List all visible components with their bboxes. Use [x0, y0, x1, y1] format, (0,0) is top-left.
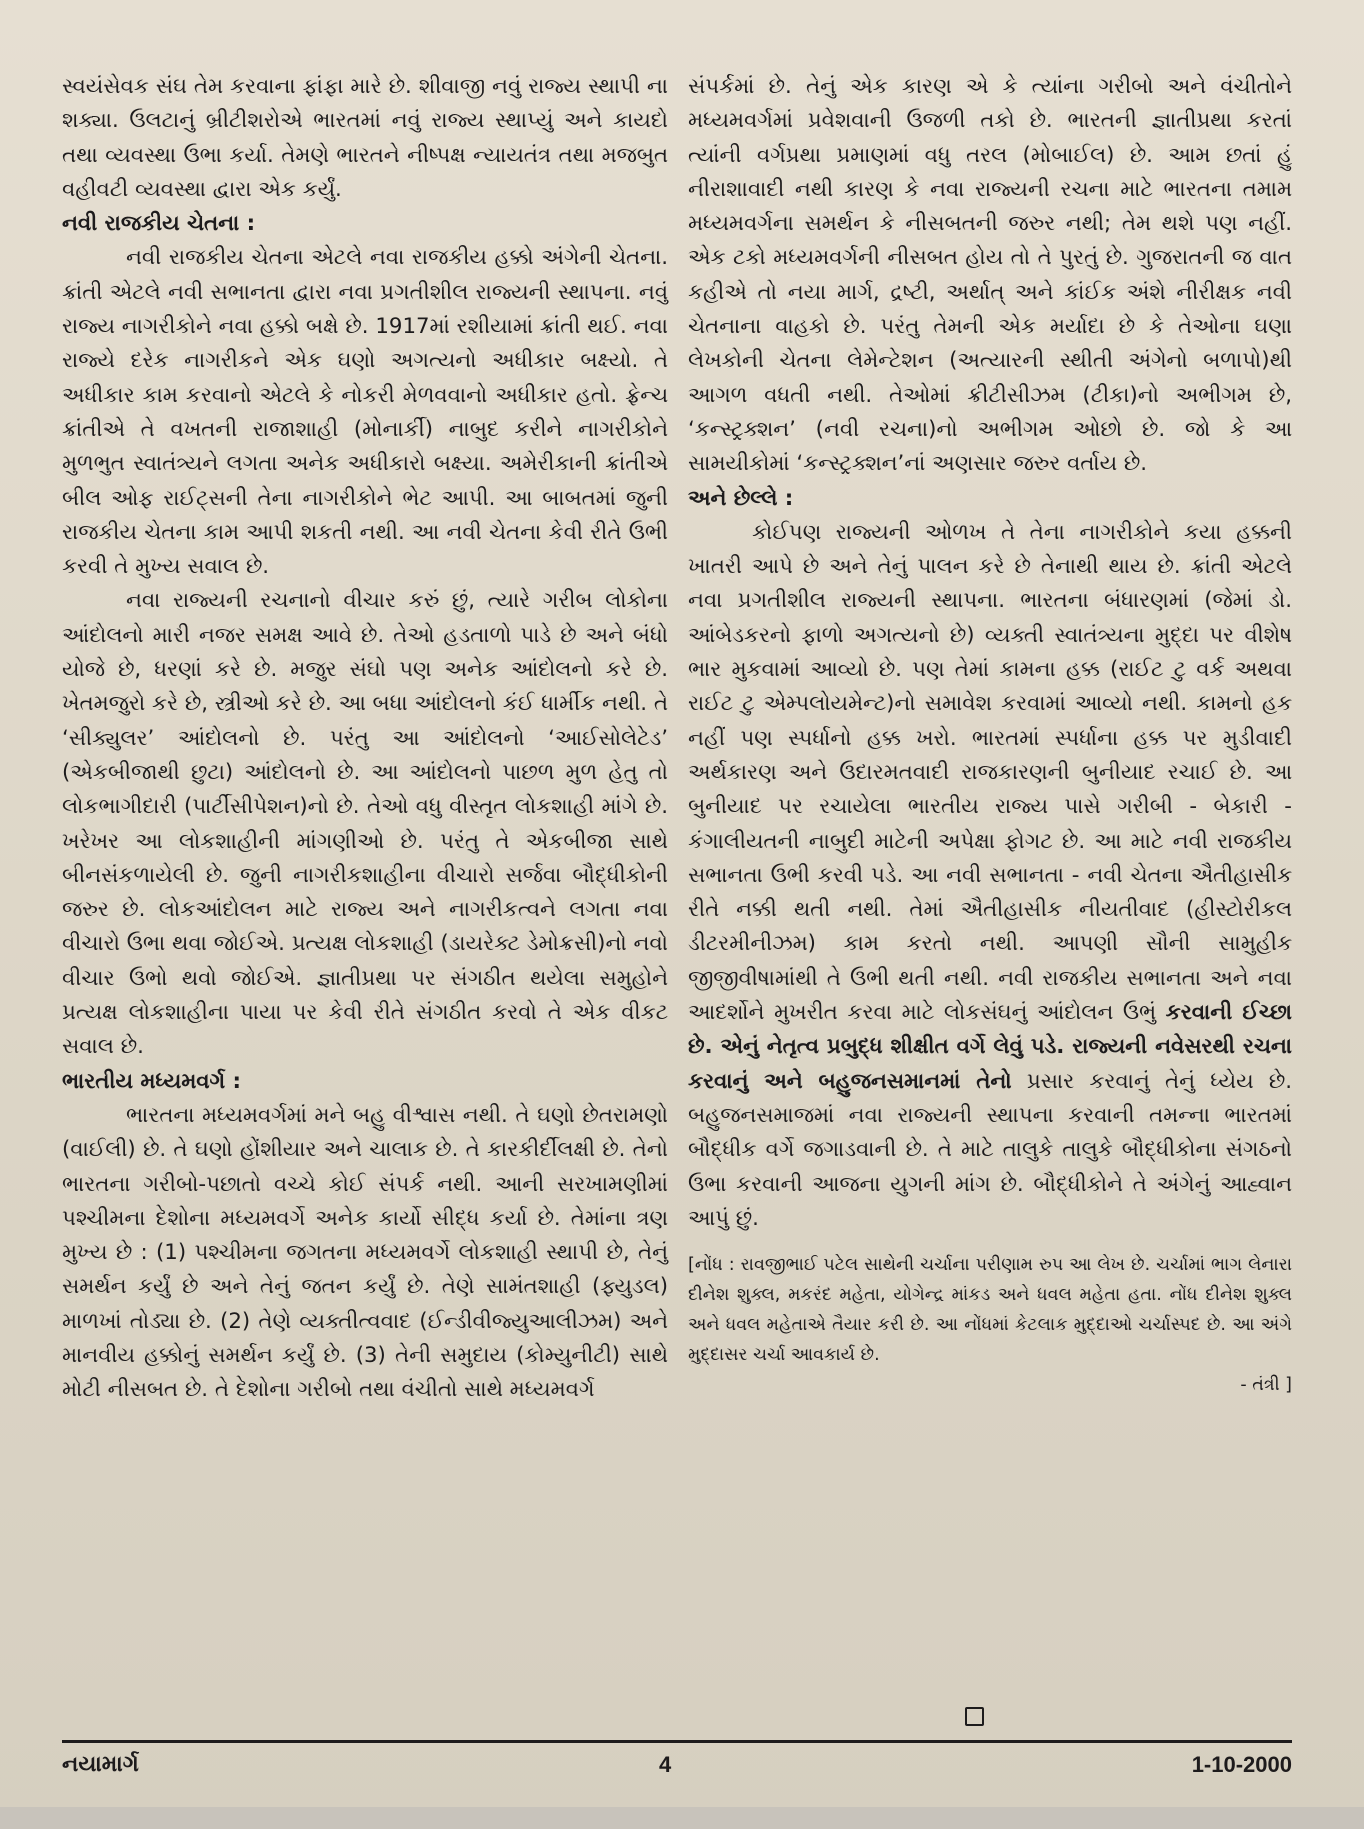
left-paragraph-1: સ્વયંસેવક સંઘ તેમ કરવાના ફાંફા મારે છે. શીવાજી નવું રાજ્ય સ્થાપી ના શક્યા. ઉલટાનું બ્રીટીશરોએ ભારતમાં નવું રાજ્ય સ્થાપ્યું અને કાયદો તથા વ્યવસ્થા ઉભા કર્યા. તેમણે ભારતને નીષ્પક્ષ ન્યાયતંત્ર તથા મજબુત વહીવટી વ્યવસ્થા દ્વારા એક કર્યું. — [62, 74, 668, 202]
right-paragraph-2-bold: કરવાની ઈચ્છા છે. એનું નેતૃત્વ પ્રબુદ્ધ શીક્ષીત વર્ગે લેવું પડે. રાજ્યની નવેસરથી રચના કરવાનું અને બહુજનસમાનમાં તેનો — [688, 1000, 1292, 1094]
heading-indian-middle-class: ભારતીય મધ્યમવર્ગ : — [62, 1068, 242, 1094]
left-paragraph-2: નવી રાજકીય ચેતના એટલે નવા રાજકીય હક્કો અંગેની ચેતના. ક્રાંતી એટલે નવી સભાનતા દ્વારા નવા પ્રગતીશીલ રાજ્યની સ્થાપના. નવું રાજ્ય નાગરીકોને નવા હક્કો બક્ષે છે. 1917માં રશીયામાં ક્રાંતી થઈ. નવા રાજ્યે દરેક નાગરીકને એક ઘણો અગત્યનો અધીકાર બક્ષ્યો. તે અધીકાર કામ કરવાનો એટલે કે નોકરી મેળવવાનો અધીકાર હતો. ફ્રેન્ચ ક્રાંતીએ તે વખતની રાજાશાહી (મોનાર્કી) નાબુદ કરીને નાગરીકોને મુળભુત સ્વાતંત્ર્યને લગતા અનેક અધીકારો બક્ષ્યા. અમેરીકાની ક્રાંતીએ બીલ ઓફ રાઈટ્સની તેના નાગરીકોને ભેટ આપી. આ બાબતમાં જુની રાજકીય ચેતના કામ આપી શકતી નથી. આ નવી ચેતના કેવી રીતે ઉભી કરવી તે મુખ્ય સવાલ છે. — [62, 245, 668, 580]
magazine-name: નયામાર્ગ — [62, 1752, 139, 1777]
footer-rule — [62, 1740, 1292, 1743]
right-paragraph-2-tail: પ્રસાર કરવાનું તેનું ધ્યેય છે. બહુજનસમાજમાં નવા રાજ્યની સ્થાપના કરવાની તમન્ના ભારતમાં બૌદ્ધીક વર્ગે જગાડવાની છે. તે માટે તાલુકે તાલુકે બૌદ્ધીકોના સંગઠનો ઉભા કરવાની આજના યુગની માંગ છે. બૌદ્ધીકોને તે અંગેનું આહ્વાન આપું છું. — [688, 1068, 1292, 1231]
issue-date: 1-10-2000 — [1191, 1752, 1292, 1777]
left-column — [62, 70, 668, 1408]
left-paragraph-3: નવા રાજ્યની રચનાનો વીચાર કરું છું, ત્યારે ગરીબ લોકોના આંદોલનો મારી નજર સમક્ષ આવે છે. તેઓ હડતાળો પાડે છે અને બંધો યોજે છે, ધરણાં કરે છે. મજુર સંઘો પણ અનેક આંદોલનો કરે છે. ખેતમજુરો કરે છે, સ્ત્રીઓ કરે છે. આ બધા આંદોલનો કંઈ ધાર્મીક નથી. તે ‘સીક્યુલર’ આંદોલનો છે. પરંતુ આ આંદોલનો ‘આઈસોલેટેડ’ (એકબીજાથી છુટા) આંદોલનો છે. આ આંદોલનો પાછળ મુળ હેતુ તો લોકભાગીદારી (પાર્ટીસીપેશન)નો છે. તેઓ વધુ વીસ્તૃત લોકશાહી માંગે છે. ખરેખર આ લોકશાહીની માંગણીઓ છે. પરંતુ તે એકબીજા સાથે બીનસંકળાયેલી છે. જુની નાગરીકશાહીના વીચારો સર્જવા બૌદ્ધીકોની જરુર છે. લોકઆંદોલન માટે રાજ્ય અને નાગરીકત્વને લગતા નવા વીચારો ઉભા થવા જોઈએ. પ્રત્યક્ષ લોકશાહી (ડાયરેક્ટ ડેમોક્રસી)નો નવો વીચાર ઉભો થવો જોઈએ. જ્ઞાતીપ્રથા પર સંગઠીત થયેલા સમુહોને પ્રત્યક્ષ લોકશાહીના પાયા પર કેવી રીતે સંગઠીત કરવો તે એક વીકટ સવાલ છે. — [62, 588, 668, 1060]
left-paragraph-4: ભારતના મધ્યમવર્ગમાં મને બહુ વીશ્વાસ નથી. તે ઘણો છેતરામણો (વાઈલી) છે. તે ઘણો હોંશીયાર અને ચાલાક છે. તે કારકીર્દીલક્ષી છે. તેનો ભારતના ગરીબો-પછાતો વચ્ચે કોઈ સંપર્ક નથી. આની સરખામણીમાં પશ્ચીમના દેશોના મધ્યમવર્ગે અનેક કાર્યો સીદ્ધ કર્યા છે. તેમાંના ત્રણ મુખ્ય છે : (1) પશ્ચીમના જગતના મધ્યમવર્ગે લોકશાહી સ્થાપી છે, તેનું સમર્થન કર્યું છે અને તેનું જતન કર્યું છે. તેણે સામંતશાહી (ફ્યુડલ) માળખાં તોડ્યા છે. (2) તેણે વ્યક્તીત્વવાદ (ઈન્ડીવીજ્યુઆલીઝમ) અને માનવીય હક્કોનું સમર્થન કર્યું છે. (3) તેની સમુદાય (કોમ્યુનીટી) સાથે મોટી નીસબત છે. તે દેશોના ગરીબો તથા વંચીતો સાથે મધ્યમવર્ગ — [62, 1102, 668, 1403]
heading-new-political-consciousness: નવી રાજકીય ચેતના : — [62, 211, 256, 237]
page-number: 4 — [659, 1752, 672, 1777]
scan-edge — [0, 1807, 1364, 1829]
editor-note: [નોંધ : રાવજીભાઈ પટેલ સાથેની ચર્ચાના પરીણામ રુપ આ લેખ છે. ચર્ચામાં ભાગ લેનારા દીનેશ શુક્લ, મકરંદ મહેતા, યોગેન્દ્ર માંકડ અને ધવલ મહેતા હતા. નોંધ દીનેશ શુક્લ અને ધવલ મહેતાએ તૈયાર કરી છે. આ નોંધમાં કેટલાક મુદ્દાઓ ચર્ચાસ્પદ છે. આ અંગે મુદ્દાસર ચર્ચા આવકાર્ય છે. — [688, 1255, 1292, 1366]
right-paragraph-2-text: કોઈપણ રાજ્યની ઓળખ તે તેના નાગરીકોને કયા હક્કની ખાતરી આપે છે અને તેનું પાલન કરે છે તેનાથી થાય છે. ક્રાંતી એટલે નવા પ્રગતીશીલ રાજ્યની સ્થાપના. ભારતના બંધારણમાં (જેમાં ડો. આંબેડકરનો ફાળો અગત્યનો છે) વ્યક્તી સ્વાતંત્ર્યના મુદ્દા પર વીશેષ ભાર મુકવામાં આવ્યો છે. પણ તેમાં કામના હક્ક (રાઈટ ટુ વર્ક અથવા રાઈટ ટુ એમ્પલોયમેન્ટ)નો સમાવેશ કરવામાં આવ્યો નથી. કામનો હક નહીં પણ સ્પર્ધાનો હક્ક ખરો. ભારતમાં સ્પર્ધાના હક્ક પર મુડીવાદી અર્થકારણ અને ઉદારમતવાદી રાજકારણની બુનીયાદ રચાઈ છે. આ બુનીયાદ પર રચાયેલા ભારતીય રાજ્ય પાસે ગરીબી - બેકારી - કંગાલીયતની નાબુદી માટેની અપેક્ષા ફોગટ છે. આ માટે નવી રાજકીય સભાનતા ઉભી કરવી પડે. આ નવી સભાનતા - નવી ચેતના ઐતીહાસીક રીતે નક્કી થતી નથી. તેમાં ઐતીહાસીક નીયતીવાદ (હીસ્ટોરીકલ ડીટરમીનીઝમ) કામ કરતો નથી. આપણી સૌની સામુહીક જીજીવીષામાંથી તે ઉભી થતી નથી. નવી રાજકીય સભાનતા અને નવા આદર્શોને મુખરીત કરવા માટે લોકસંઘનું આંદોલન ઉભું — [688, 519, 1292, 1026]
article-end-mark — [965, 1707, 984, 1726]
right-paragraph-2 — [688, 516, 1292, 1236]
editor-signature: - તંત્રી ] — [1240, 1375, 1292, 1396]
right-paragraph-1: સંપર્કમાં છે. તેનું એક કારણ એ કે ત્યાંના ગરીબો અને વંચીતોને મધ્યમવર્ગમાં પ્રવેશવાની ઉજળી તકો છે. ભારતની જ્ઞાતીપ્રથા કરતાં ત્યાંની વર્ગપ્રથા પ્રમાણમાં વધુ તરલ (મોબાઈલ) છે. આમ છતાં હું નીરાશાવાદી નથી કારણ કે નવા રાજ્યની રચના માટે ભારતના તમામ મધ્યમવર્ગના સમર્થન કે નીસબતની જરુર નથી; તેમ થશે પણ નહીં. એક ટકો મધ્યમવર્ગની નીસબત હોય તો તે પુરતું છે. ગુજરાતની જ વાત કહીએ તો નયા માર્ગ, દ્રષ્ટી, અર્થાત્ અને કાંઈક અંશે નીરીક્ષક નવી ચેતનાના વાહકો છે. પરંતુ તેમની એક મર્યાદા છે કે તેઓના ઘણા લેખકોની ચેતના લેમેન્ટેશન (અત્યારની સ્થીતી અંગેનો બળાપો)થી આગળ વધતી નથી. તેઓમાં ક્રીટીસીઝમ (ટીકા)નો અભીગમ છે, ‘કન્સ્ટ્રક્શન’ (નવી રચના)નો અભીગમ ઓછો છે. જો કે આ સામયીકોમાં ‘કન્સ્ટ્રક્શન’નાં અણસાર જરુર વર્તાય છે. — [688, 74, 1292, 477]
right-column — [688, 70, 1292, 1400]
heading-and-finally: અને છેલ્લે : — [688, 485, 794, 511]
